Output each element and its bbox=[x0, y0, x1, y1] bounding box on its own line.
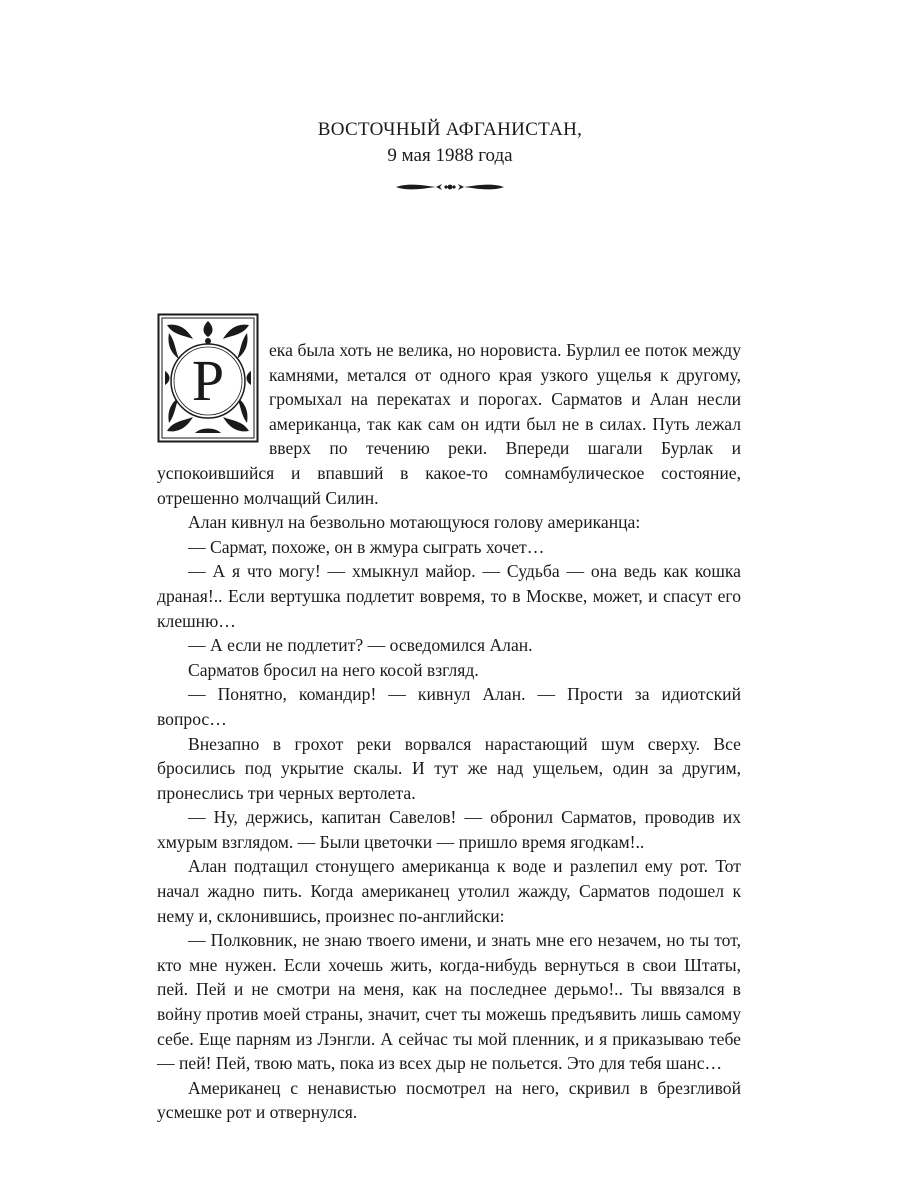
paragraph: Американец с ненавистью посмотрел на него, скривил в брезгливой усмешке рот и отвернулся. bbox=[157, 1077, 741, 1123]
chapter-date: 9 мая 1988 года bbox=[387, 145, 513, 166]
divider-ornament bbox=[394, 181, 506, 193]
chapter-title: ВОСТОЧНЫЙ АФГАНИСТАН, bbox=[317, 119, 583, 140]
paragraph: — Ну, держись, капитан Савелов! — обронил Сарматов, проводив их хмурым взглядом. — Были цветочки — пришло время ягодкам!.. bbox=[157, 807, 741, 852]
paragraph-text: ека была хоть не велика, но норовиста. Бурлил ее поток между камнями, метался от одного края узкого ущелья к другому, громыхал на перекатах и порогах. Сарматов и Алан несли американца, так как сам он идти был не в силах. Путь лежал вверх по течению реки. Впереди шагали Бурлак и успокоившийся и впавший в какое-то сомнамбулическое состояние, отрешенно молчащий Силин. bbox=[157, 340, 741, 508]
chapter-heading bbox=[0, 117, 900, 193]
dropcap-letter: Р bbox=[191, 348, 225, 413]
paragraph: Сарматов бросил на него косой взгляд. bbox=[188, 659, 479, 680]
paragraph: — Понятно, командир! — кивнул Алан. — Прости за идиотский вопрос… bbox=[157, 684, 741, 729]
paragraph bbox=[157, 338, 741, 510]
paragraph: — А если не подлетит? — осведомился Алан. bbox=[188, 635, 533, 656]
paragraph: — Сармат, похоже, он в жмура сыграть хочет… bbox=[188, 536, 545, 557]
paragraph: Внезапно в грохот реки ворвался нарастающий шум сверху. Все бросились под укрытие скалы. И тут же над ущельем, один за другим, пронеслись три черных вертолета. bbox=[157, 733, 741, 803]
paragraph: Алан подтащил стонущего американца к воде и разлепил ему рот. Тот начал жадно пить. Когда американец утолил жажду, Сарматов подошел к нему и, склонившись, произнес по-английски: bbox=[157, 856, 741, 926]
paragraph: Алан кивнул на безвольно мотающуюся голову американца: bbox=[188, 512, 641, 533]
paragraph: — Полковник, не знаю твоего имени, и знать мне его незачем, но ты тот, кто мне нужен. Если хочешь жить, когда-нибудь вернуться в свои Штаты, пей. Пей и не смотри на меня, как на последнее дерьмо!.. Ты ввязался в войну против моей страны, значит, счет ты можешь предъявить лишь самому себе. Еще парням из Лэнгли. А сейчас ты мой пленник, и я приказываю тебе — пей! Пей, твою мать, пока из всех дыр не польется. Это для тебя шанс… bbox=[157, 930, 741, 1074]
decorative-dropcap bbox=[157, 313, 259, 443]
paragraph: — А я что могу! — хмыкнул майор. — Судьба — она ведь как кошка драная!.. Если вертушка подлетит вовремя, то в Москве, может, и спасут его клешню… bbox=[157, 561, 741, 631]
body-text bbox=[157, 338, 741, 1125]
